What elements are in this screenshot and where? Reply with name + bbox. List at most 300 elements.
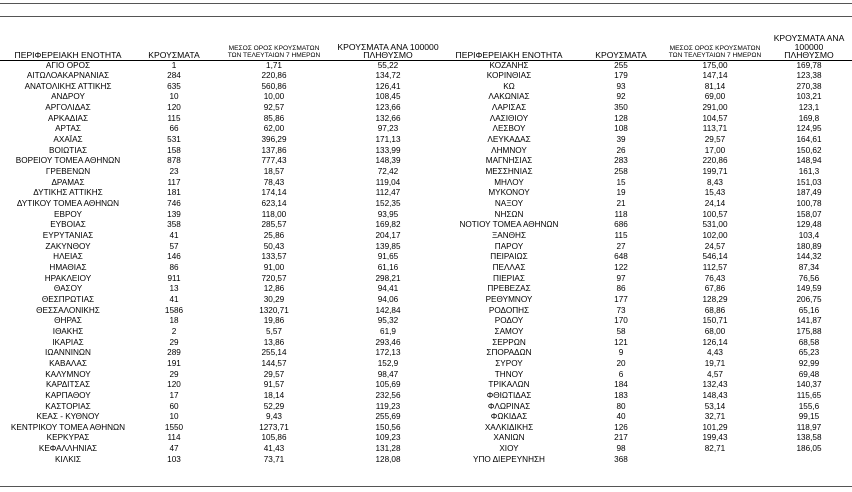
table-row <box>0 242 852 253</box>
right-avg7-cell: 104,57 <box>702 113 728 123</box>
right-cases-cell: 58 <box>616 326 626 336</box>
right-region-cell: ΧΙΟΥ <box>499 444 519 454</box>
left-avg7-cell: 12,86 <box>263 284 285 294</box>
right-per100k-cell: 103,4 <box>798 231 820 240</box>
right-avg7-cell: 19,71 <box>704 358 726 368</box>
right-per100k-cell: 158,07 <box>796 209 822 219</box>
left-avg7-cell: 29,57 <box>263 369 285 379</box>
right-cases-cell: 686 <box>614 220 628 230</box>
right-per100k-cell: 148,94 <box>796 156 822 166</box>
right-region-cell: ΚΩ <box>503 81 515 91</box>
left-cases-cell: 146 <box>167 252 181 262</box>
right-cases-cell: 121 <box>614 337 628 347</box>
left-cases-cell: 103 <box>167 454 181 464</box>
right-region-cell: ΛΑΡΙΣΑΣ <box>491 103 527 113</box>
right-avg7-cell: 81,14 <box>704 81 726 91</box>
right-per100k-cell: 124,95 <box>796 124 822 134</box>
table-row <box>0 359 852 370</box>
left-cases-cell: 17 <box>169 390 179 400</box>
right-avg7-cell: 68,00 <box>704 326 726 336</box>
right-avg7-cell: 4,57 <box>707 369 723 379</box>
right-avg7-cell: 29,57 <box>704 135 726 145</box>
right-region-cell: ΛΑΣΙΘΙΟΥ <box>489 113 529 123</box>
left-region-cell: ΚΕΝΤΡΙΚΟΥ ΤΟΜΕΑ ΑΘΗΝΩΝ <box>10 422 126 432</box>
right-cases-cell: 115 <box>614 231 628 240</box>
left-cases-cell: 57 <box>169 241 179 251</box>
left-region-cell: ΑΡΤΑΣ <box>55 124 81 134</box>
left-per100k-cell: 169,82 <box>375 220 401 230</box>
table-row <box>0 199 852 210</box>
right-avg7-cell: 100,57 <box>702 209 728 219</box>
right-cases-cell: 92 <box>616 92 626 102</box>
right-per100k-cell: 141,87 <box>796 316 822 326</box>
left-per100k-cell: 108,45 <box>375 92 401 102</box>
right-region-cell: ΦΛΩΡΙΝΑΣ <box>487 401 531 411</box>
right-avg7-cell: 175,00 <box>702 60 728 70</box>
right-region-cell: ΤΗΝΟΥ <box>494 369 524 379</box>
left-cases-cell: 911 <box>167 273 181 283</box>
table-row <box>0 231 852 242</box>
left-avg7-cell: 623,14 <box>261 199 287 209</box>
left-cases-cell: 18 <box>169 316 179 326</box>
left-cases-cell: 1586 <box>164 305 184 315</box>
left-region-cell: ΙΚΑΡΙΑΣ <box>52 337 84 347</box>
right-avg7-cell: 150,71 <box>702 316 728 326</box>
right-cases-cell: 15 <box>616 177 626 187</box>
right-cases-cell: 26 <box>616 145 626 155</box>
right-per100k-cell: 155,6 <box>798 401 820 411</box>
table-row <box>0 188 852 199</box>
left-cases-cell: 86 <box>169 262 179 272</box>
right-cases-cell: 126 <box>614 422 628 432</box>
left-region-cell: ΙΘΑΚΗΣ <box>52 326 84 336</box>
left-per100k-cell: 131,28 <box>375 444 401 454</box>
right-avg7-cell: 147,14 <box>702 71 728 81</box>
left-avg7-cell: 50,43 <box>263 241 285 251</box>
left-avg7-cell: 137,86 <box>261 145 287 155</box>
left-region-cell: ΚΑΛΥΜΝΟΥ <box>45 369 91 379</box>
table-row <box>0 124 852 135</box>
table-row <box>0 274 852 285</box>
left-per100k-cell: 98,47 <box>377 369 399 379</box>
left-region-cell: ΒΟΡΕΙΟΥ ΤΟΜΕΑ ΑΘΗΝΩΝ <box>15 156 121 166</box>
table-row <box>0 263 852 274</box>
right-avg7-cell: 531,00 <box>702 220 728 230</box>
left-region-cell: ΑΓΙΟ ΟΡΟΣ <box>45 60 91 70</box>
right-cases-cell: 20 <box>616 358 626 368</box>
left-avg7-cell: 133,57 <box>261 252 287 262</box>
left-avg7-cell: 25,86 <box>263 231 285 240</box>
header-per100k-right: ΚΡΟΥΣΜΑΤΑ ΑΝΑ 100000 ΠΛΗΘΥΣΜΟ <box>766 34 852 60</box>
left-per100k-cell: 133,99 <box>375 145 401 155</box>
right-region-cell: ΞΑΝΘΗΣ <box>491 231 527 240</box>
right-avg7-cell: 199,71 <box>702 167 728 177</box>
right-per100k-cell: 129,48 <box>796 220 822 230</box>
right-per100k-cell: 169,78 <box>796 60 822 70</box>
left-cases-cell: 29 <box>169 337 179 347</box>
left-avg7-cell: 92,57 <box>263 103 285 113</box>
left-avg7-cell: 78,43 <box>263 177 285 187</box>
right-cases-cell: 19 <box>616 188 626 198</box>
left-per100k-cell: 128,08 <box>375 454 401 464</box>
right-region-cell: ΧΑΝΙΩΝ <box>493 433 525 443</box>
right-region-cell: ΛΗΜΝΟΥ <box>491 145 527 155</box>
left-cases-cell: 181 <box>167 188 181 198</box>
right-avg7-cell: 8,43 <box>707 177 723 187</box>
right-cases-cell: 177 <box>614 294 628 304</box>
left-per100k-cell: 142,84 <box>375 305 401 315</box>
header-per100k-left: ΚΡΟΥΣΜΑΤΑ ΑΝΑ 100000 ΠΛΗΘΥΣΜΟ <box>336 34 440 60</box>
table-row <box>0 380 852 391</box>
left-per100k-cell: 171,13 <box>375 135 401 145</box>
right-per100k-cell: 175,88 <box>796 326 822 336</box>
left-per100k-cell: 134,72 <box>375 71 401 81</box>
left-cases-cell: 878 <box>167 156 181 166</box>
right-per100k-cell: 138,58 <box>796 433 822 443</box>
right-region-cell: ΠΕΙΡΑΙΩΣ <box>490 252 528 262</box>
right-cases-cell: 255 <box>614 60 628 70</box>
right-per100k-cell: 169,8 <box>798 113 820 123</box>
right-avg7-cell: 220,86 <box>702 156 728 166</box>
left-cases-cell: 120 <box>167 380 181 390</box>
left-region-cell: ΗΡΑΚΛΕΙΟΥ <box>44 273 92 283</box>
table-row <box>0 348 852 359</box>
right-region-cell: ΜΑΓΝΗΣΙΑΣ <box>485 156 533 166</box>
right-cases-cell: 258 <box>614 167 628 177</box>
header-region-right: ΠΕΡΙΦΕΡΕΙΑΚΗ ΕΝΟΤΗΤΑ <box>440 34 578 60</box>
left-cases-cell: 2 <box>171 326 177 336</box>
right-cases-cell: 170 <box>614 316 628 326</box>
right-per100k-cell: 99,15 <box>798 412 820 422</box>
left-per100k-cell: 293,46 <box>375 337 401 347</box>
right-cases-cell: 6 <box>618 369 624 379</box>
left-cases-cell: 1 <box>171 60 177 70</box>
left-region-cell: ΚΕΦΑΛΛΗΝΙΑΣ <box>38 444 98 454</box>
left-cases-cell: 114 <box>167 433 181 443</box>
left-region-cell: ΑΙΤΩΛΟΑΚΑΡΝΑΝΙΑΣ <box>26 71 110 81</box>
left-cases-cell: 358 <box>167 220 181 230</box>
left-per100k-cell: 150,56 <box>375 422 401 432</box>
left-cases-cell: 746 <box>167 199 181 209</box>
right-cases-cell: 184 <box>614 380 628 390</box>
left-cases-cell: 115 <box>167 113 181 123</box>
left-per100k-cell: 112,47 <box>375 188 401 198</box>
table-row <box>0 433 852 444</box>
right-avg7-cell: 102,00 <box>702 231 728 240</box>
left-region-cell: ΑΝΔΡΟΥ <box>51 92 85 102</box>
right-cases-cell: 648 <box>614 252 628 262</box>
left-region-cell: ΚΕΡΚΥΡΑΣ <box>46 433 90 443</box>
left-avg7-cell: 174,14 <box>261 188 287 198</box>
left-cases-cell: 10 <box>169 92 179 102</box>
left-avg7-cell: 285,57 <box>261 220 287 230</box>
right-avg7-cell: 126,14 <box>702 337 728 347</box>
table-row <box>0 295 852 306</box>
left-avg7-cell: 18,14 <box>263 390 285 400</box>
left-per100k-cell: 152,35 <box>375 199 401 209</box>
right-cases-cell: 183 <box>614 390 628 400</box>
left-per100k-cell: 172,13 <box>375 348 401 358</box>
left-cases-cell: 139 <box>167 209 181 219</box>
right-cases-cell: 27 <box>616 241 626 251</box>
right-region-cell: ΛΕΥΚΑΔΑΣ <box>487 135 531 145</box>
left-avg7-cell: 396,29 <box>261 135 287 145</box>
left-region-cell: ΔΥΤΙΚΗΣ ΑΤΤΙΚΗΣ <box>33 188 103 198</box>
right-region-cell: ΠΑΡΟΥ <box>494 241 524 251</box>
right-region-cell: ΧΑΛΚΙΔΙΚΗΣ <box>484 422 534 432</box>
right-avg7-cell: 32,71 <box>704 412 726 422</box>
right-cases-cell: 21 <box>616 199 626 209</box>
left-avg7-cell: 1,71 <box>266 60 282 70</box>
left-per100k-cell: 93,95 <box>377 209 399 219</box>
right-region-cell: ΠΙΕΡΙΑΣ <box>493 273 525 283</box>
right-region-cell: ΚΟΡΙΝΘΙΑΣ <box>486 71 532 81</box>
right-avg7-cell: 82,71 <box>704 444 726 454</box>
table-row <box>0 306 852 317</box>
right-cases-cell: 93 <box>616 81 626 91</box>
left-per100k-cell: 94,41 <box>377 284 399 294</box>
left-avg7-cell: 144,57 <box>261 358 287 368</box>
table-row <box>0 60 852 71</box>
left-region-cell: ΕΒΡΟΥ <box>54 209 82 219</box>
left-avg7-cell: 52,29 <box>263 401 285 411</box>
right-cases-cell: 350 <box>614 103 628 113</box>
right-cases-cell: 9 <box>618 348 624 358</box>
table-row <box>0 135 852 146</box>
left-per100k-cell: 126,41 <box>375 81 401 91</box>
right-per100k-cell: 151,03 <box>796 177 822 187</box>
table-row <box>0 252 852 263</box>
left-region-cell: ΑΡΚΑΔΙΑΣ <box>47 113 89 123</box>
table-row <box>0 370 852 381</box>
right-avg7-cell: 76,43 <box>704 273 726 283</box>
top-rule <box>0 3 852 4</box>
right-region-cell: ΣΥΡΟΥ <box>495 358 523 368</box>
right-avg7-cell: 15,43 <box>704 188 726 198</box>
right-cases-cell: 97 <box>616 273 626 283</box>
right-region-cell: ΡΟΔΟΥ <box>494 316 524 326</box>
right-per100k-cell: 115,65 <box>796 390 822 400</box>
left-region-cell: ΓΡΕΒΕΝΩΝ <box>45 167 91 177</box>
header-rule <box>0 16 852 17</box>
table-row <box>0 156 852 167</box>
right-cases-cell: 98 <box>616 444 626 454</box>
header-cases-left: ΚΡΟΥΣΜΑΤΑ <box>136 34 212 60</box>
left-avg7-cell: 85,86 <box>263 113 285 123</box>
left-cases-cell: 41 <box>169 231 179 240</box>
left-cases-cell: 13 <box>169 284 179 294</box>
table-row <box>0 412 852 423</box>
left-avg7-cell: 13,86 <box>263 337 285 347</box>
right-per100k-cell: 76,56 <box>798 273 820 283</box>
table-row <box>0 444 852 455</box>
left-per100k-cell: 139,85 <box>375 241 401 251</box>
table-row <box>0 327 852 338</box>
left-cases-cell: 284 <box>167 71 181 81</box>
header-region-left: ΠΕΡΙΦΕΡΕΙΑΚΗ ΕΝΟΤΗΤΑ <box>0 34 136 60</box>
left-region-cell: ΚΑΒΑΛΑΣ <box>49 358 87 368</box>
left-region-cell: ΕΥΡΥΤΑΝΙΑΣ <box>42 231 94 240</box>
right-per100k-cell: 123,38 <box>796 71 822 81</box>
left-region-cell: ΔΥΤΙΚΟΥ ΤΟΜΕΑ ΑΘΗΝΩΝ <box>16 199 120 209</box>
right-avg7-cell: 69,00 <box>704 92 726 102</box>
left-cases-cell: 117 <box>167 177 181 187</box>
left-region-cell: ΚΑΡΔΙΤΣΑΣ <box>45 380 91 390</box>
right-region-cell: ΝΗΣΩΝ <box>494 209 524 219</box>
left-cases-cell: 158 <box>167 145 181 155</box>
right-region-cell: ΣΑΜΟΥ <box>494 326 524 336</box>
right-avg7-cell: 199,43 <box>702 433 728 443</box>
right-cases-cell: 217 <box>614 433 628 443</box>
left-avg7-cell: 62,00 <box>263 124 285 134</box>
left-per100k-cell: 94,06 <box>377 294 399 304</box>
left-region-cell: ΚΙΛΚΙΣ <box>54 454 81 464</box>
right-region-cell: ΚΟΖΑΝΗΣ <box>489 60 529 70</box>
right-region-cell: ΡΕΘΥΜΝΟΥ <box>485 294 533 304</box>
left-per100k-cell: 119,04 <box>375 177 401 187</box>
right-region-cell: ΣΕΡΡΩΝ <box>492 337 526 347</box>
left-per100k-cell: 105,69 <box>375 380 401 390</box>
right-region-cell: ΛΕΣΒΟΥ <box>492 124 526 134</box>
header-avg7-left: ΜΕΣΟΣ ΟΡΟΣ ΚΡΟΥΣΜΑΤΩΝ ΤΩΝ ΤΕΛΕΥΤΑΙΩΝ 7 ΗΜΕΡΩΝ <box>212 34 336 60</box>
table-row <box>0 92 852 103</box>
left-cases-cell: 120 <box>167 103 181 113</box>
right-region-cell: ΣΠΟΡΑΔΩΝ <box>486 348 532 358</box>
right-cases-cell: 73 <box>616 305 626 315</box>
table-row <box>0 455 852 466</box>
left-per100k-cell: 204,17 <box>375 231 401 240</box>
left-per100k-cell: 152,9 <box>377 358 399 368</box>
table-row <box>0 167 852 178</box>
left-per100k-cell: 97,23 <box>377 124 399 134</box>
right-per100k-cell: 144,32 <box>796 252 822 262</box>
left-avg7-cell: 1273,71 <box>259 422 289 432</box>
header-row <box>0 34 852 60</box>
left-per100k-cell: 91,65 <box>377 252 399 262</box>
right-per100k-cell: 65,16 <box>798 305 820 315</box>
right-region-cell: ΠΕΛΛΑΣ <box>492 262 526 272</box>
right-per100k-cell: 92,99 <box>798 358 820 368</box>
left-region-cell: ΘΕΣΠΡΩΤΙΑΣ <box>41 294 95 304</box>
left-region-cell: ΕΥΒΟΙΑΣ <box>50 220 86 230</box>
table-body <box>0 60 852 465</box>
table-row <box>0 391 852 402</box>
left-per100k-cell: 61,9 <box>380 326 396 336</box>
left-avg7-cell: 19,86 <box>263 316 285 326</box>
right-avg7-cell: 546,14 <box>702 252 728 262</box>
right-per100k-cell: 118,97 <box>796 422 822 432</box>
left-per100k-cell: 123,66 <box>375 103 401 113</box>
left-per100k-cell: 148,39 <box>375 156 401 166</box>
left-avg7-cell: 118,00 <box>261 209 287 219</box>
right-cases-cell: 122 <box>614 262 628 272</box>
table-row <box>0 146 852 157</box>
left-avg7-cell: 10,00 <box>263 92 285 102</box>
right-avg7-cell: 101,29 <box>702 422 728 432</box>
left-cases-cell: 191 <box>167 358 181 368</box>
header-avg7-right: ΜΕΣΟΣ ΟΡΟΣ ΚΡΟΥΣΜΑΤΩΝ ΤΩΝ ΤΕΛΕΥΤΑΙΩΝ 7 ΗΜΕΡΩΝ <box>664 34 766 60</box>
right-per100k-cell <box>766 455 852 466</box>
left-per100k-cell: 119,23 <box>375 401 401 411</box>
right-cases-cell: 179 <box>614 71 628 81</box>
right-cases-cell: 108 <box>614 124 628 134</box>
right-avg7-cell: 4,43 <box>707 348 723 358</box>
left-avg7-cell: 73,71 <box>263 454 285 464</box>
left-cases-cell: 1550 <box>164 422 184 432</box>
header-cases-right: ΚΡΟΥΣΜΑΤΑ <box>578 34 664 60</box>
right-per100k-cell: 140,37 <box>796 380 822 390</box>
right-per100k-cell: 180,89 <box>796 241 822 251</box>
table-row <box>0 114 852 125</box>
right-per100k-cell: 103,21 <box>796 92 822 102</box>
right-per100k-cell: 149,59 <box>796 284 822 294</box>
left-per100k-cell: 95,32 <box>377 316 399 326</box>
left-cases-cell: 23 <box>169 167 179 177</box>
table-row <box>0 210 852 221</box>
left-avg7-cell: 720,57 <box>261 273 287 283</box>
right-per100k-cell: 69,48 <box>798 369 820 379</box>
left-region-cell: ΑΧΑΪΑΣ <box>53 135 83 145</box>
right-per100k-cell: 206,75 <box>796 294 822 304</box>
right-region-cell: ΤΡΙΚΑΛΩΝ <box>488 380 530 390</box>
right-region-cell: ΜΕΣΣΗΝΙΑΣ <box>485 167 533 177</box>
right-avg7-cell: 291,00 <box>702 103 728 113</box>
right-per100k-cell: 123,1 <box>798 103 820 113</box>
right-cases-cell: 86 <box>616 284 626 294</box>
left-avg7-cell: 255,14 <box>261 348 287 358</box>
table-row <box>0 220 852 231</box>
left-per100k-cell: 109,23 <box>375 433 401 443</box>
right-per100k-cell: 65,23 <box>798 348 820 358</box>
right-region-cell: ΠΡΕΒΕΖΑΣ <box>487 284 531 294</box>
right-region-cell: ΜΥΚΟΝΟΥ <box>488 188 530 198</box>
left-avg7-cell: 41,43 <box>263 444 285 454</box>
right-avg7-cell: 113,71 <box>702 124 728 134</box>
table-row <box>0 316 852 327</box>
right-per100k-cell: 164,61 <box>796 135 822 145</box>
right-cases-cell: 39 <box>616 135 626 145</box>
right-region-cell: ΡΟΔΟΠΗΣ <box>488 305 530 315</box>
right-per100k-cell: 150,62 <box>796 145 822 155</box>
right-avg7-cell: 53,14 <box>704 401 726 411</box>
left-avg7-cell: 9,43 <box>266 412 282 422</box>
right-per100k-cell: 186,05 <box>796 444 822 454</box>
right-per100k-cell: 68,58 <box>798 337 820 347</box>
table-row <box>0 103 852 114</box>
left-per100k-cell: 298,21 <box>375 273 401 283</box>
right-avg7-cell: 17,00 <box>704 145 726 155</box>
left-avg7-cell: 5,57 <box>266 326 282 336</box>
left-region-cell: ΙΩΑΝΝΙΝΩΝ <box>45 348 91 358</box>
right-cases-cell: 80 <box>616 401 626 411</box>
left-region-cell: ΑΡΓΟΛΙΔΑΣ <box>45 103 91 113</box>
right-cases-cell: 283 <box>614 156 628 166</box>
right-region-cell: ΦΩΚΙΔΑΣ <box>490 412 528 422</box>
left-per100k-cell: 72,42 <box>377 167 399 177</box>
right-region-cell: ΝΑΞΟΥ <box>494 199 524 209</box>
right-cases-cell: 368 <box>614 454 628 464</box>
right-per100k-cell: 187,49 <box>796 188 822 198</box>
left-per100k-cell: 61,16 <box>377 262 399 272</box>
table-row <box>0 338 852 349</box>
right-region-cell: ΛΑΚΩΝΙΑΣ <box>488 92 530 102</box>
left-cases-cell: 29 <box>169 369 179 379</box>
left-region-cell: ΚΕΑΣ - ΚΥΘΝΟΥ <box>36 412 100 422</box>
right-cases-cell: 40 <box>616 412 626 422</box>
right-avg7-cell <box>664 455 766 466</box>
right-avg7-cell: 132,43 <box>702 380 728 390</box>
table-row <box>0 71 852 82</box>
